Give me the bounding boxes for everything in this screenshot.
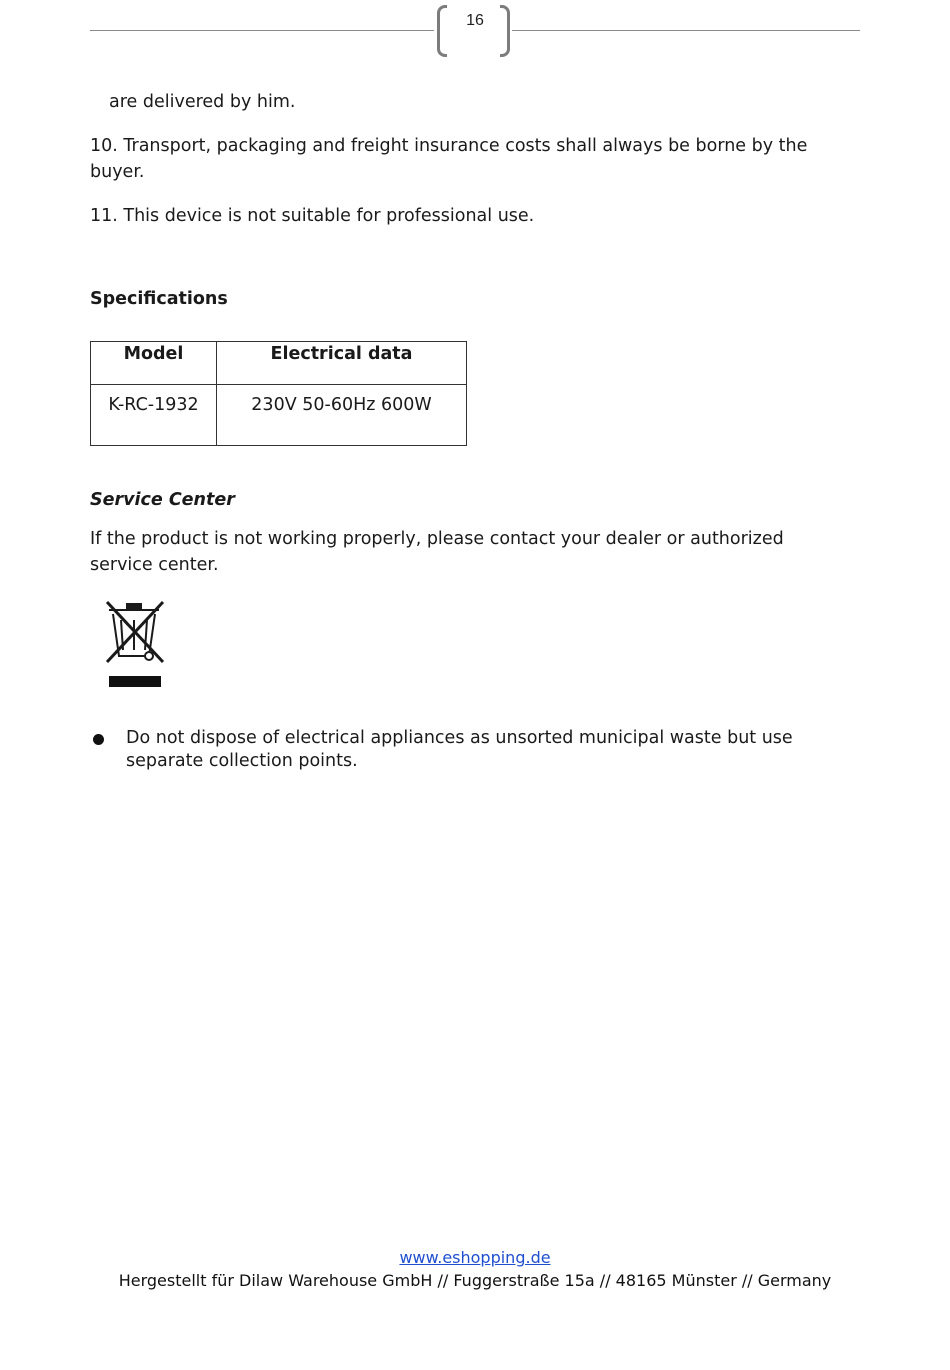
page-number-bracket-left <box>437 5 447 57</box>
header-rule-right <box>512 30 860 31</box>
specifications-heading: Specifications <box>90 289 228 309</box>
crossed-out-wheelie-bin-icon <box>103 598 167 690</box>
warranty-item-10: 10. Transport, packaging and freight insurance costs shall always be borne by the buyer. <box>90 136 808 182</box>
service-center-heading: Service Center <box>90 490 235 510</box>
manufacturer-address: Hergestellt für Dilaw Warehouse GmbH // Fuggerstraße 15a // 48165 Münster // Germany <box>118 1271 832 1290</box>
page-number: 16 <box>466 12 484 29</box>
specifications-table <box>90 341 467 446</box>
page-number-bracket-right <box>500 5 510 57</box>
warranty-continuation: are delivered by him. <box>109 92 296 112</box>
cell-model: K-RC-1932 <box>91 385 217 446</box>
header-electrical-data: Electrical data <box>217 342 467 385</box>
header-model: Model <box>91 342 217 385</box>
warranty-item-11: 11. This device is not suitable for professional use. <box>90 206 535 226</box>
header-rule-left <box>90 30 434 31</box>
table-row <box>91 385 467 446</box>
bullet-dot <box>93 734 104 745</box>
table-header-row <box>91 342 467 385</box>
cell-electrical-data: 230V 50-60Hz 600W <box>217 385 467 446</box>
service-center-text: If the product is not working properly, please contact your dealer or authorized service center. <box>90 529 784 575</box>
disposal-bullet-text: Do not dispose of electrical appliances as unsorted municipal waste but use separate collection points. <box>126 728 793 771</box>
website-link[interactable]: www.eshopping.de <box>399 1248 551 1267</box>
